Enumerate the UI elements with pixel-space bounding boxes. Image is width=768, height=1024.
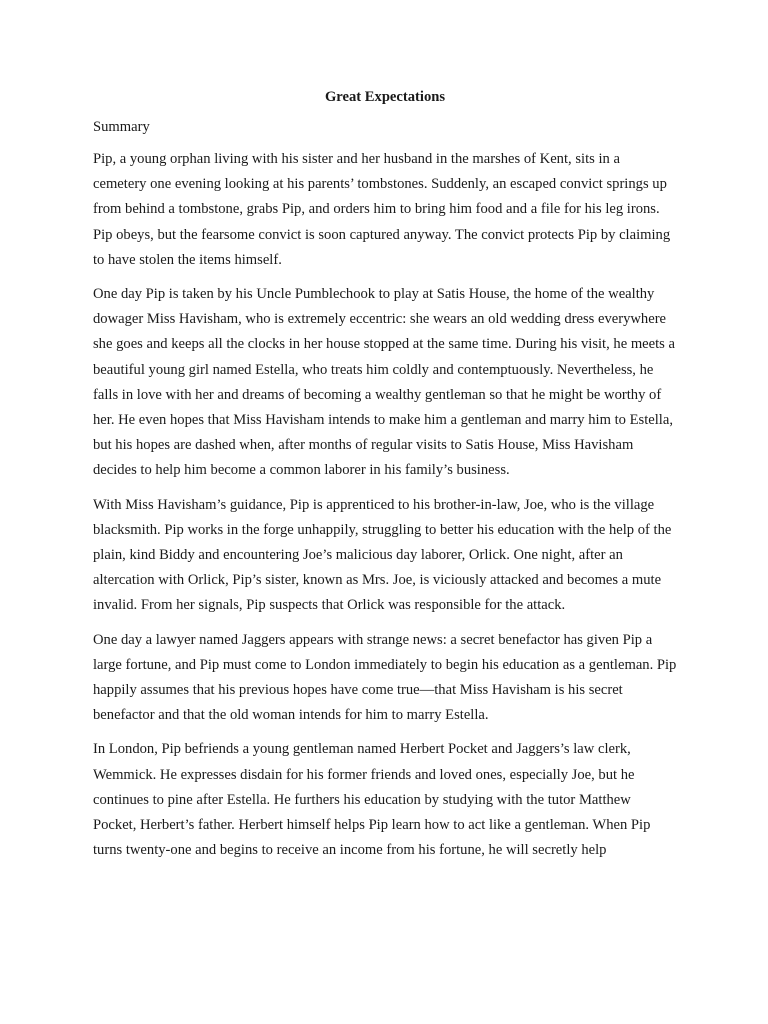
document-title: Great Expectations	[324, 89, 446, 105]
paragraph-4: One day a lawyer named Jaggers appears with strange news: a secret benefactor has given Pip a large fortune, and Pip must come to London immediately to begin his education as a gentleman. Pip happily assumes that his previous hopes have come true—that Miss Havisham is his secret benefactor and that the old woman intends for him to marry Estella.	[93, 631, 677, 724]
document-body	[93, 86, 677, 872]
paragraph-5: In London, Pip befriends a young gentleman named Herbert Pocket and Jaggers’s law clerk, Wemmick. He expresses disdain for his former friends and loved ones, especially Joe, but he continues to pine after Estella. He furthers his education by studying with the tutor Matthew Pocket, Herbert’s father. Herbert himself helps Pip learn how to act like a gentleman. When Pip turns twenty-one and begins to receive an income from his fortune, he will secretly help	[93, 741, 651, 859]
paragraph-3: With Miss Havisham’s guidance, Pip is apprenticed to his brother-in-law, Joe, who is the village blacksmith. Pip works in the forge unhappily, struggling to better his education with the help of the plain, kind Biddy and encountering Joe’s malicious day laborer, Orlick. One night, after an altercation with Orlick, Pip’s sister, known as Mrs. Joe, is viciously attacked and becomes a mute invalid. From her signals, Pip suspects that Orlick was responsible for the attack.	[93, 496, 672, 614]
paragraph-1: Pip, a young orphan living with his sister and her husband in the marshes of Kent, sits in a cemetery one evening looking at his parents’ tombstones. Suddenly, an escaped convict springs up from behind a tombstone, grabs Pip, and orders him to bring him food and a file for his leg irons. Pip obeys, but the fearsome convict is soon captured anyway. The convict protects Pip by claiming to have stolen the items himself.	[93, 151, 671, 268]
paragraph-2: One day Pip is taken by his Uncle Pumblechook to play at Satis House, the home of the wealthy dowager Miss Havisham, who is extremely eccentric: she wears an old wedding dress everywhere she goes and keeps all the clocks in her house stopped at the same time. During his visit, he meets a beautiful young girl named Estella, who treats him coldly and contemptuously. Nevertheless, he falls in love with her and dreams of becoming a wealthy gentleman so that he might be worthy of her. He even hopes that Miss Havisham intends to make him a gentleman and marry him to Estella, but his hopes are dashed when, after months of regular visits to Satis House, Miss Havisham decides to help him become a common laborer in his family’s business.	[93, 286, 675, 479]
section-heading: Summary	[93, 119, 150, 135]
